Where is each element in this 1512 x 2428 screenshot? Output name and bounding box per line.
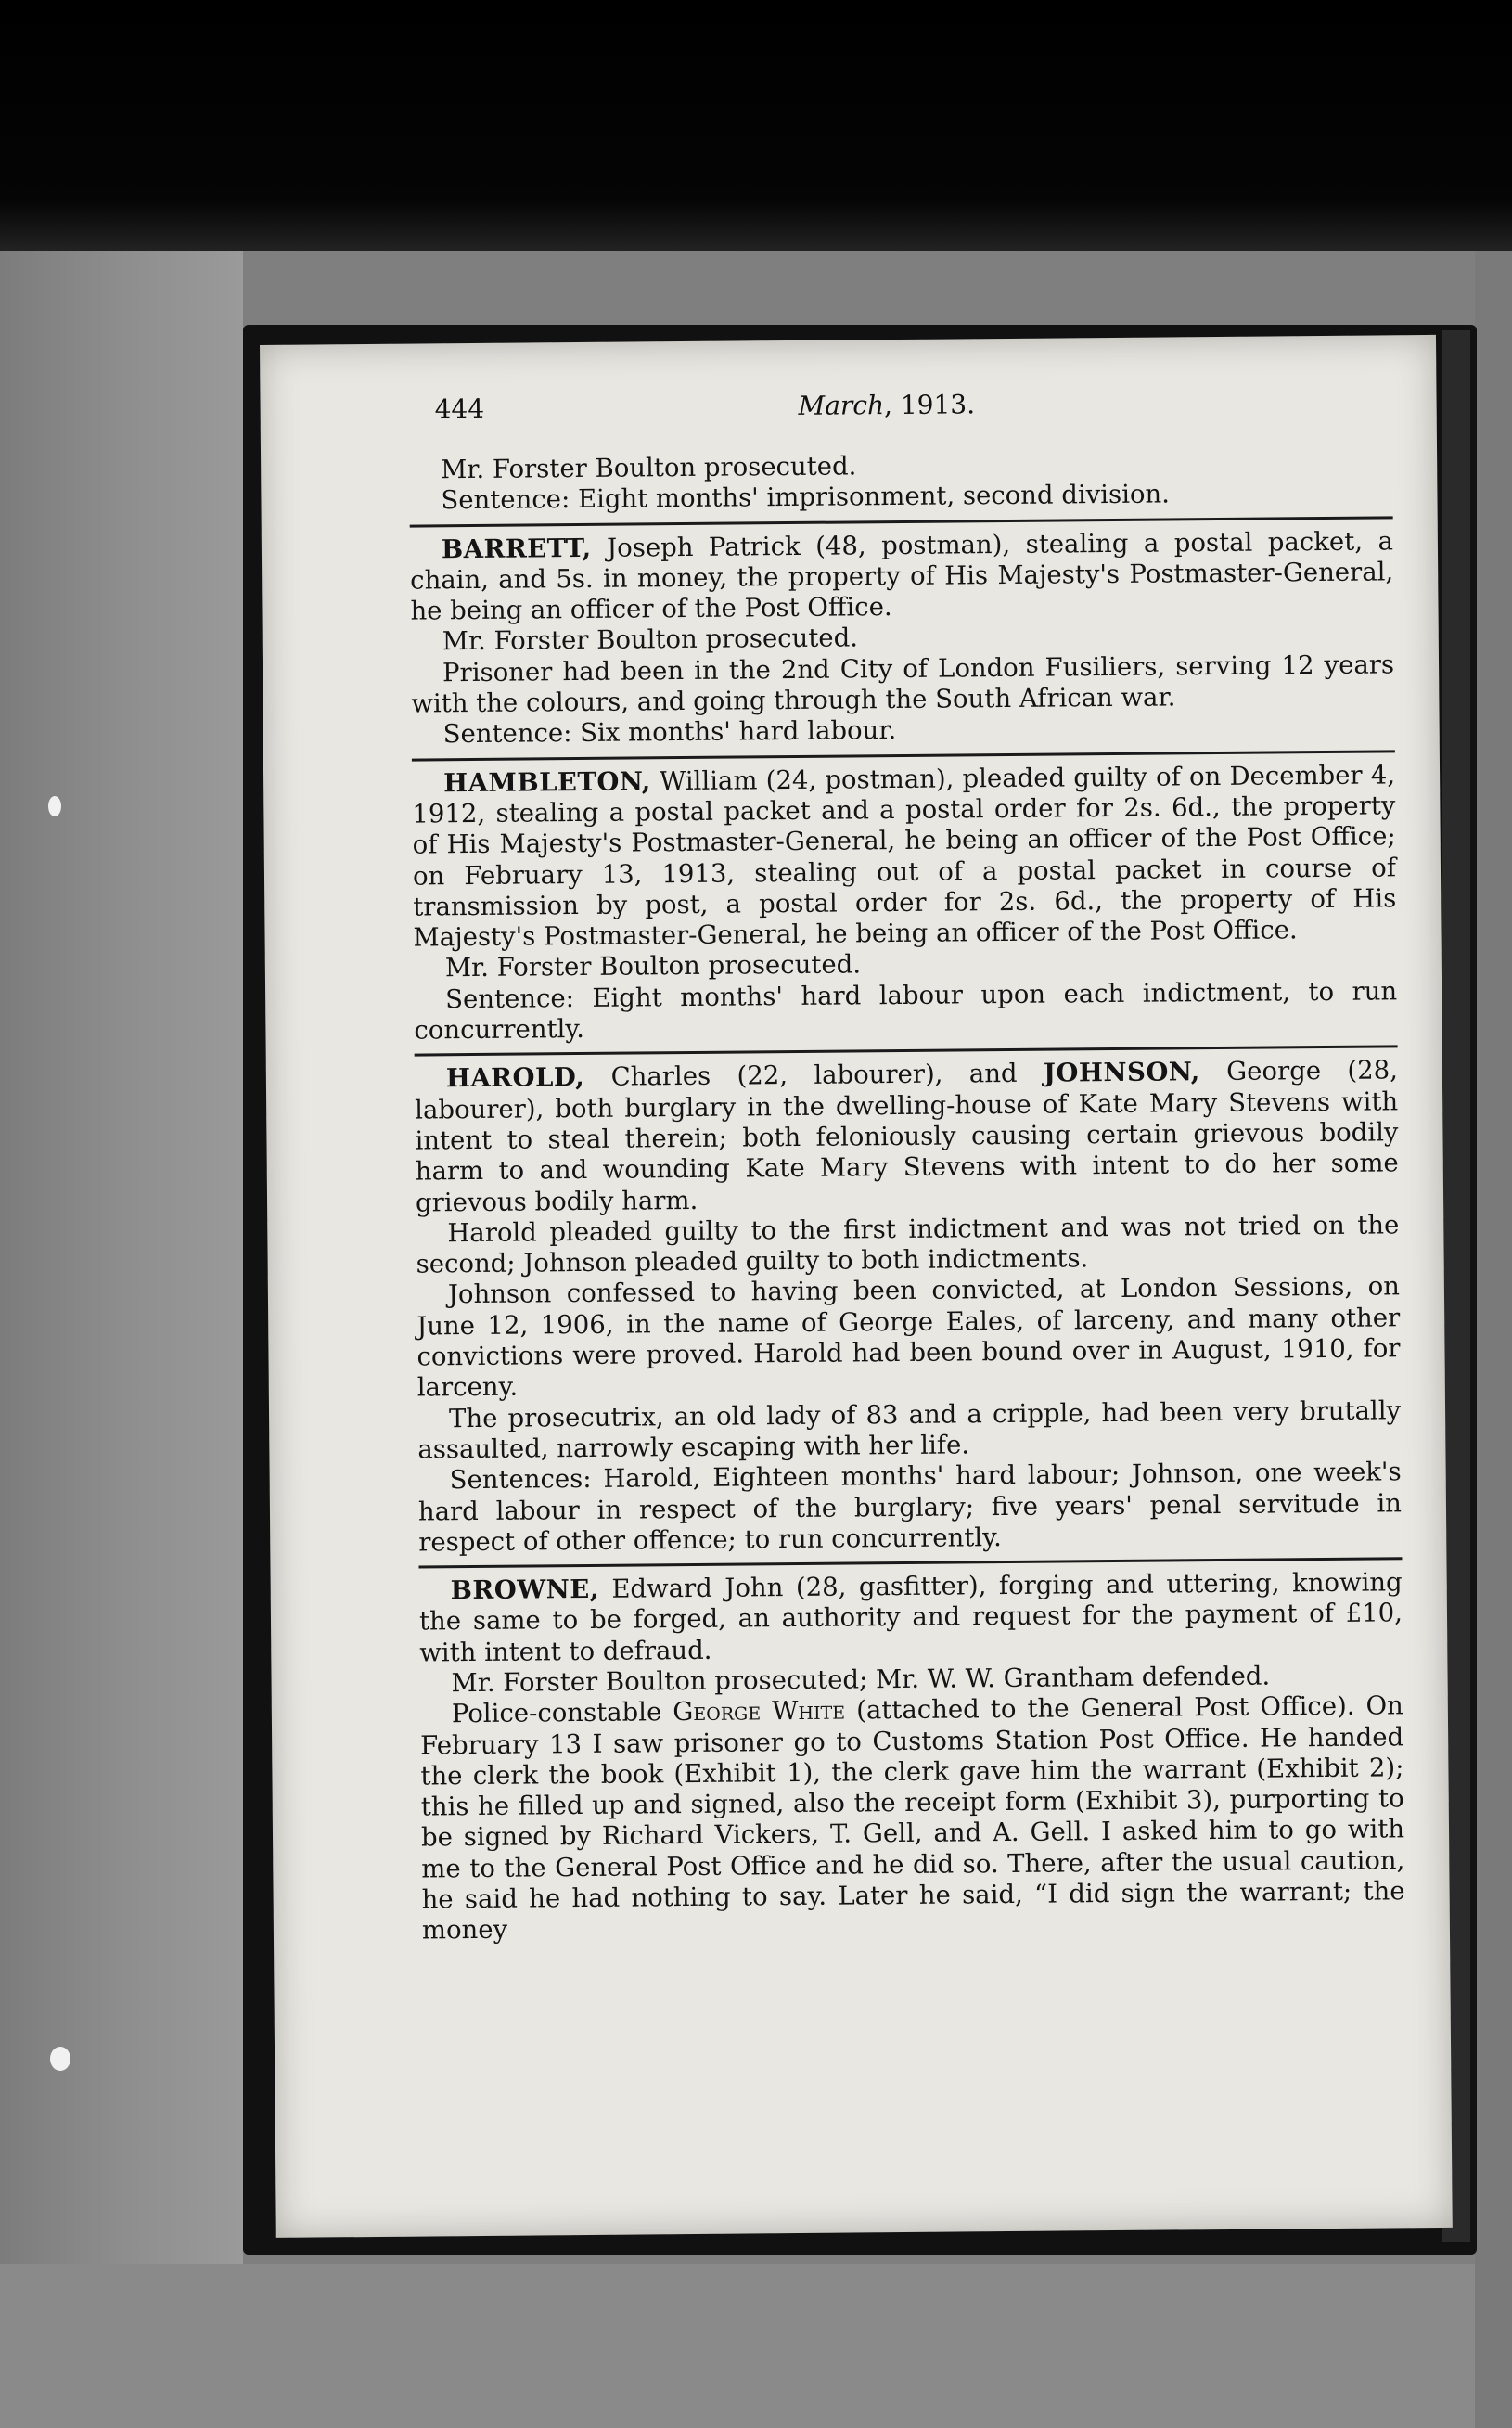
running-head: [798, 389, 975, 421]
case-barrett-prosecution: Mr. Forster Boulton prosecuted.: [442, 623, 859, 657]
charge-text: Joseph Patrick (48, postman), stealing a postal packet, a chain, and 5s. in money, the property of His Majesty's Postmaster-General, he being an officer of the Post Office.: [410, 525, 1394, 626]
case-harold-plea: Harold pleaded guilty to the first indictment and was not tried on the second; Johnson pleaded guilty to both indictments.: [416, 1210, 1400, 1279]
case-harold-record: Johnson confessed to having been convicted, at London Sessions, on June 12, 1906, in the name of George Eales, of larceny, and many other convictions were proved. Harold had been bound over in August, 1910, for larceny.: [416, 1271, 1401, 1403]
scan-speck: [50, 2047, 70, 2071]
page-header: [434, 387, 1269, 431]
case-hambleton-charge: [412, 760, 1397, 954]
case-divider: [415, 1046, 1398, 1057]
running-head-month: March: [798, 390, 885, 421]
case-barrett-note: Prisoner had been in the 2nd City of London Fusiliers, serving 12 years with the colours, and going through the South African war.: [411, 649, 1395, 719]
page-number: 444: [434, 392, 485, 425]
scan-top-shadow: [0, 0, 1512, 251]
book-page: [260, 335, 1453, 2238]
case-hambleton-prosecution: Mr. Forster Boulton prosecuted.: [444, 949, 862, 983]
continuation-sentence: Sentence: Eight months' imprisonment, second division.: [441, 479, 1171, 516]
charge-text: George (28, labourer), both burglary in the dwelling-house of Kate Mary Stevens with intent to steal therein; both feloniously causing certain grievous bodily harm to and wounding Kate Mary Stevens with intent to do her some grievous bodily harm.: [415, 1055, 1399, 1218]
defendant-name: HAMBLETON,: [442, 766, 651, 798]
charge-text: Edward John (28, gasfitter), forging and uttering, knowing the same to be forged, an authority and request for the payment of £10, with intent to defraud.: [418, 1567, 1403, 1668]
defendant-name: BARRETT,: [441, 533, 592, 564]
scan-speck: [48, 796, 61, 816]
case-divider: [418, 1557, 1402, 1568]
defendant-name: JOHNSON,: [1043, 1057, 1200, 1088]
scan-right-background: [1475, 251, 1512, 2428]
witness-name: George White: [673, 1695, 846, 1728]
case-harold-charge: [415, 1056, 1399, 1219]
scan-bottom-background: [0, 2264, 1512, 2428]
witness-testimony: (attached to the General Post Office). On February 13 I saw prisoner go to Customs Station Post Office. He handed the clerk the book (Exhibit 1), the clerk gave him the warrant (Exhibit 2); this he filled up and signed, also the receipt form (Exhibit 3), purporting to be signed by Richard Vickers, T. Gell, and A. Gell. I asked him to go with me to the General Post Office and he did so. There, after the usual caution, he said he had nothing to say. Later he said, “I did sign the warrant; the money: [420, 1690, 1405, 1946]
case-browne-charge: [419, 1567, 1403, 1668]
continuation-prosecution: Mr. Forster Boulton prosecuted.: [441, 451, 857, 485]
running-head-year: , 1913.: [883, 389, 976, 421]
case-divider: [412, 750, 1395, 761]
case-browne-prosecution: Mr. Forster Boulton prosecuted; Mr. W. W. Grantham defended.: [451, 1661, 1271, 1699]
case-barrett-charge: [410, 526, 1394, 627]
scan-left-background: [0, 251, 243, 2428]
case-browne-testimony: [420, 1691, 1405, 1947]
page-body: [409, 446, 1405, 1946]
defendant-name: HAROLD,: [445, 1062, 585, 1094]
case-harold-sentence: Sentences: Harold, Eighteen months' hard labour; Johnson, one week's hard labour in respect of the burglary; five years' penal servitude in respect of other offence; to run concurrently.: [417, 1457, 1403, 1558]
witness-prefix: Police-constable: [451, 1697, 673, 1729]
charge-text: William (24, postman), pleaded guilty of on December 4, 1912, stealing a postal packet and a postal order for 2s. 6d., the property of His Majesty's Postmaster-General, he being an officer of the Post Office; on February 13, 1913, stealing out of a postal packet in course of transmission by post, a postal order for 2s. 6d., the property of His Majesty's Postmaster-General, he being an officer of the Post Office.: [412, 760, 1397, 953]
case-harold-note: The prosecutrix, an old lady of 83 and a cripple, had been very brutally assaulted, narrowly escaping with her life.: [417, 1394, 1402, 1465]
charge-text: Charles (22, labourer), and: [584, 1059, 1044, 1093]
case-barrett-sentence: Sentence: Six months' hard labour.: [442, 715, 897, 750]
case-hambleton-sentence: Sentence: Eight months' hard labour upon each indictment, to run concurrently.: [414, 976, 1398, 1046]
defendant-name: BROWNE,: [450, 1574, 599, 1606]
case-divider: [410, 516, 1393, 527]
